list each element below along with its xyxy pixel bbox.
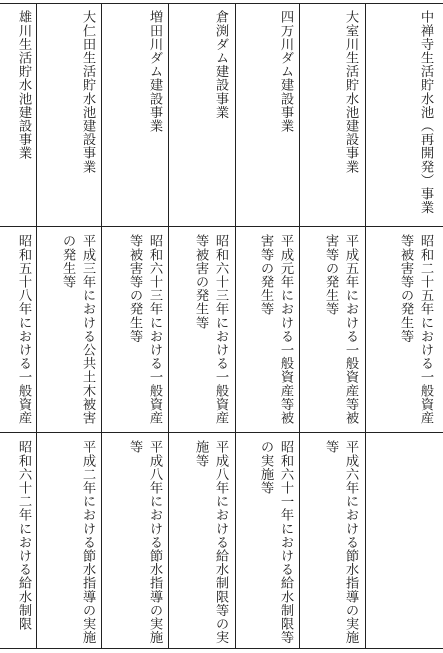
project-name: 四万川ダム建設事業 <box>278 10 293 133</box>
measure-description <box>375 440 435 644</box>
column-divider-6 <box>36 3 37 648</box>
column-divider-2 <box>299 3 300 648</box>
measure-description: 平成二年における節水指導の実施 <box>80 440 95 644</box>
row-divider-2 <box>0 432 443 433</box>
project-name: 倉渕ダム建設事業 <box>213 10 228 119</box>
measure-description: 昭和六十二年における給水制限 <box>16 440 31 631</box>
measure-description: 平成八年における節水指導の実施等 <box>127 440 162 644</box>
incident-description: 昭和六十三年における一般資産等被害の発生等 <box>193 234 228 425</box>
incident-description: 平成五年における一般資産等被害等の発生等 <box>323 234 358 425</box>
row-divider-1 <box>0 226 443 227</box>
measure-description: 昭和六十一年における給水制限等の実施等 <box>258 440 293 644</box>
measure-description: 平成六年における節水指導の実施等 <box>323 440 358 644</box>
column-divider-1 <box>365 3 366 648</box>
column-divider-5 <box>101 3 102 648</box>
project-name: 大室川生活貯水池建設事業 <box>343 10 358 174</box>
incident-description: 昭和二十五年における一般資産等被害等の発生等 <box>398 234 433 425</box>
column-divider-3 <box>235 3 236 648</box>
table-bottom-rule <box>0 648 443 649</box>
project-name: 増田川ダム建設事業 <box>147 10 162 133</box>
measure-description: 平成八年における給水制限等の実施等 <box>193 440 228 644</box>
project-name: 雄川生活貯水池建設事業 <box>16 10 31 160</box>
incident-description: 昭和六十三年における一般資産等被害等の発生等 <box>127 234 162 425</box>
incident-description: 平成元年における一般資産等被害等の発生等 <box>258 234 293 425</box>
project-name: 大仁田生活貯水池建設事業 <box>80 10 95 174</box>
table-top-rule <box>0 3 443 4</box>
incident-description: 昭和五十八年における一般資産 <box>16 234 31 425</box>
project-name: 中禅寺生活貯水池（再開発）事業 <box>418 10 433 214</box>
column-divider-4 <box>168 3 169 648</box>
incident-description: 平成三年における公共土木被害の発生等 <box>60 234 95 425</box>
